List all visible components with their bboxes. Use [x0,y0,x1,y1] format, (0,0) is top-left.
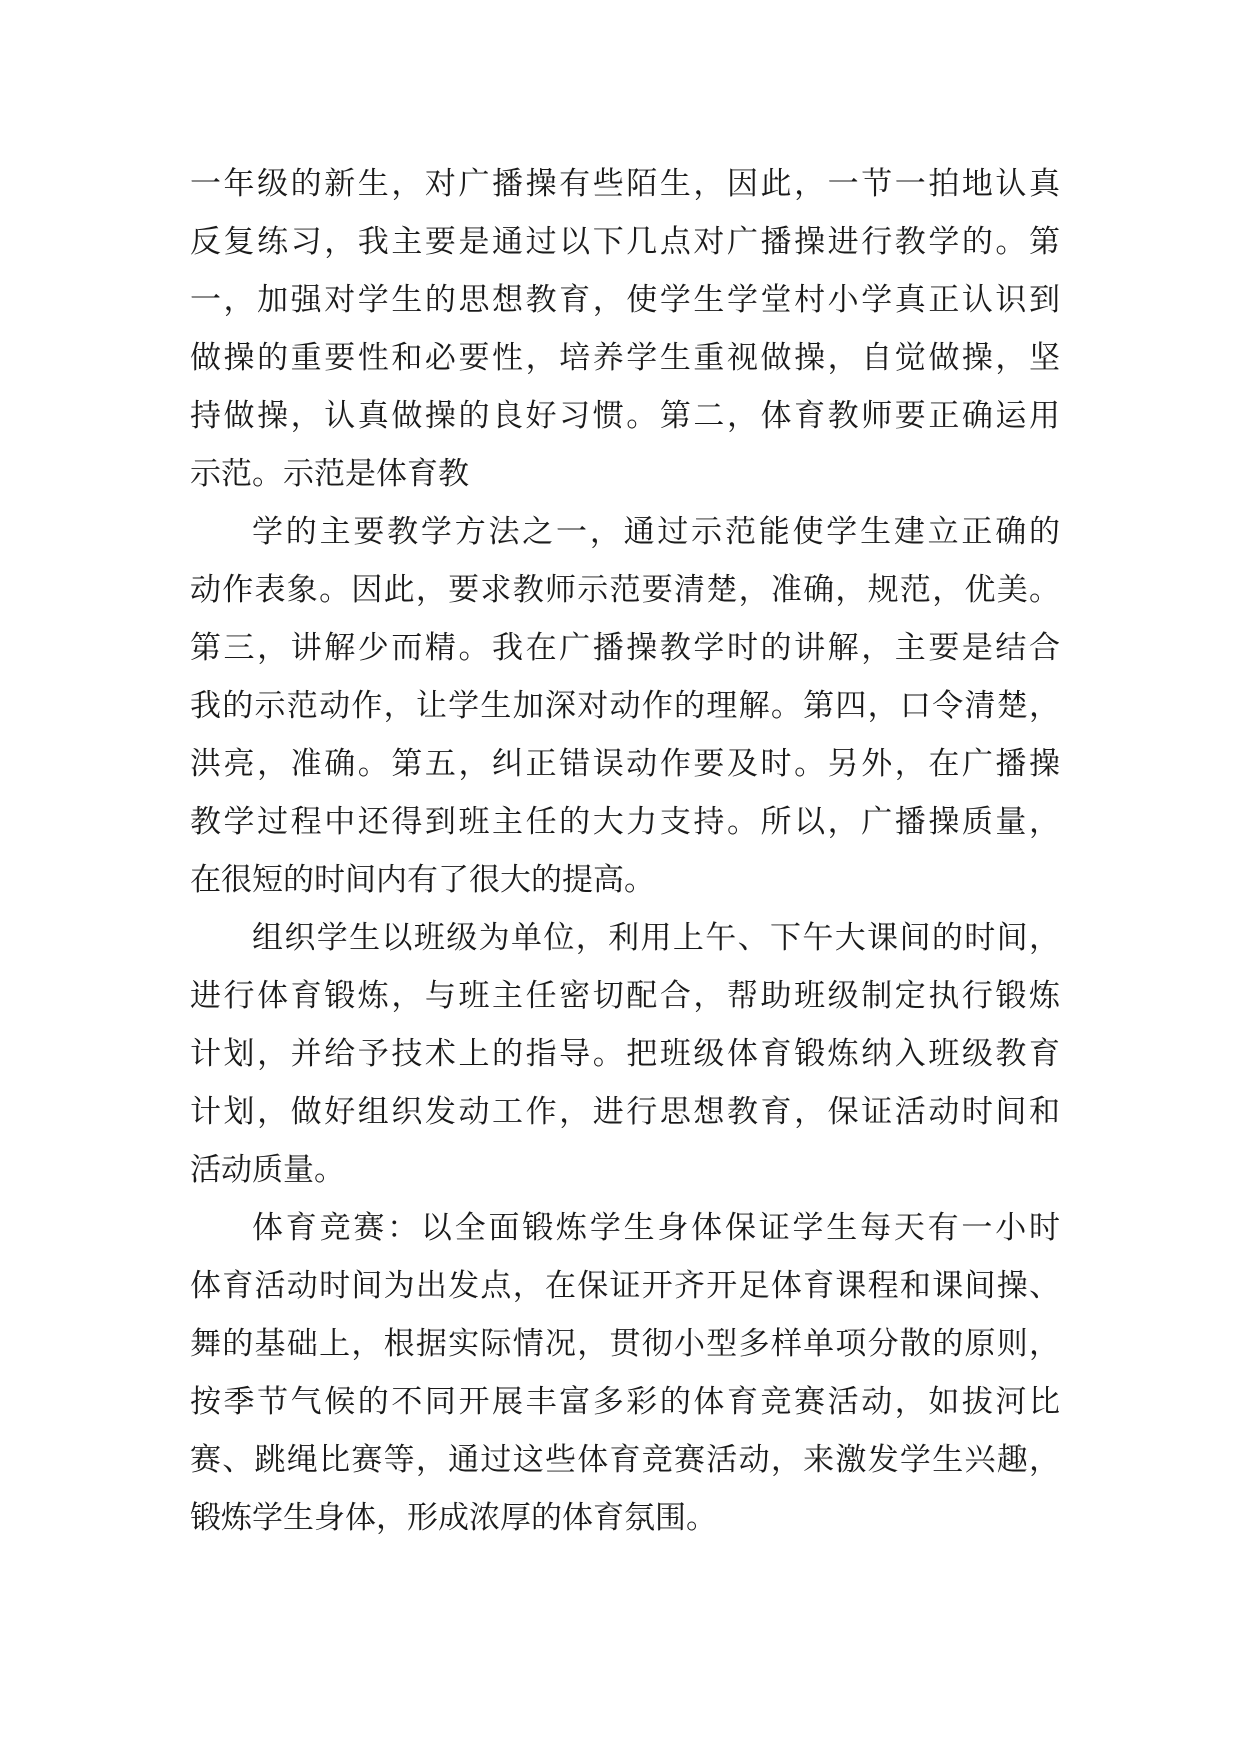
text-line: 锻炼学生身体，形成浓厚的体育氛围。 [190,1500,717,1536]
paragraph-3 [190,909,1060,1199]
text-line: 反复练习，我主要是通过以下几点对广播操进行教学的。第 [190,224,1060,260]
text-line: 一年级的新生，对广播操有些陌生，因此，一节一拍地认真 [190,166,1060,202]
text-line: 在很短的时间内有了很大的提高。 [190,862,655,898]
text-line: 动作表象。因此，要求教师示范要清楚，准确，规范，优美。 [190,572,1060,608]
text-line: 一，加强对学生的思想教育，使学生学堂村小学真正认识到 [190,282,1060,318]
text-line: 体育竞赛：以全面锻炼学生身体保证学生每天有一小时 [252,1210,1060,1246]
document-body [190,155,1060,1547]
text-line: 计划，做好组织发动工作，进行思想教育，保证活动时间和 [190,1094,1060,1130]
text-line: 我的示范动作，让学生加深对动作的理解。第四，口令清楚， [190,688,1060,724]
paragraph-1 [190,155,1060,503]
text-line: 示范。示范是体育教 [190,456,469,492]
text-line: 赛、跳绳比赛等，通过这些体育竞赛活动，来激发学生兴趣， [190,1442,1060,1478]
text-line: 洪亮，准确。第五，纠正错误动作要及时。另外，在广播操 [190,746,1060,782]
paragraph-2 [190,503,1060,909]
text-line: 按季节气候的不同开展丰富多彩的体育竞赛活动，如拔河比 [190,1384,1060,1420]
text-line: 计划，并给予技术上的指导。把班级体育锻炼纳入班级教育 [190,1036,1060,1072]
text-line: 第三，讲解少而精。我在广播操教学时的讲解，主要是结合 [190,630,1060,666]
text-line: 舞的基础上，根据实际情况，贯彻小型多样单项分散的原则， [190,1326,1060,1362]
text-line: 教学过程中还得到班主任的大力支持。所以，广播操质量， [190,804,1060,840]
text-line: 组织学生以班级为单位，利用上午、下午大课间的时间， [252,920,1060,956]
text-line: 进行体育锻炼，与班主任密切配合，帮助班级制定执行锻炼 [190,978,1060,1014]
text-line: 做操的重要性和必要性，培养学生重视做操，自觉做操，坚 [190,340,1060,376]
text-line: 体育活动时间为出发点，在保证开齐开足体育课程和课间操、 [190,1268,1060,1304]
text-line: 学的主要教学方法之一，通过示范能使学生建立正确的 [252,514,1060,550]
paragraph-4 [190,1199,1060,1547]
text-line: 持做操，认真做操的良好习惯。第二，体育教师要正确运用 [190,398,1060,434]
text-line: 活动质量。 [190,1152,345,1188]
